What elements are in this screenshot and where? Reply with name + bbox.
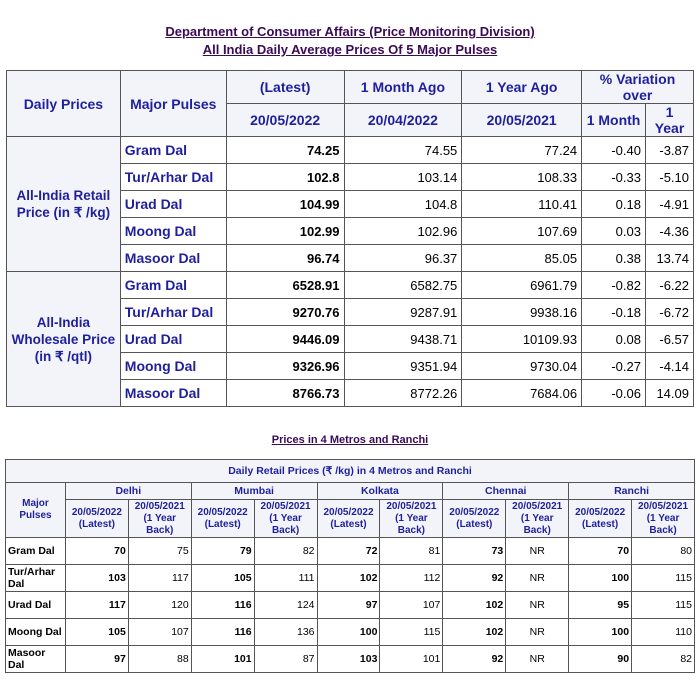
- variation-month: 0.38: [582, 245, 646, 272]
- month-ago-price: 6582.75: [344, 272, 462, 299]
- sub-header-year-back: 20/05/2021 (1 Year Back): [380, 500, 443, 538]
- price-year-back: NR: [506, 592, 569, 619]
- pulse-name: Masoor Dal: [120, 245, 226, 272]
- variation-year: -6.57: [645, 326, 693, 353]
- table-row: [6, 565, 695, 592]
- price-latest: 92: [443, 646, 506, 673]
- price-latest: 100: [317, 619, 380, 646]
- year-ago-price: 108.33: [462, 164, 582, 191]
- latest-price: 96.74: [226, 245, 344, 272]
- all-india-prices-table: [6, 70, 694, 407]
- sub-header-latest: 20/05/2022 (Latest): [65, 500, 128, 538]
- metro-table-title: Daily Retail Prices (₹ /kg) in 4 Metros and Ranchi: [6, 460, 695, 483]
- pulse-name: Masoor Dal: [6, 646, 66, 673]
- pulse-name: Urad Dal: [6, 592, 66, 619]
- price-year-back: 110: [632, 619, 695, 646]
- sub-header-latest: 20/05/2022 (Latest): [569, 500, 632, 538]
- pulse-name: Tur/Arhar Dal: [6, 565, 66, 592]
- col-header-month-ago: 1 Month Ago: [344, 71, 462, 104]
- variation-month: -0.40: [582, 137, 646, 164]
- year-ago-price: 85.05: [462, 245, 582, 272]
- pulse-name: Urad Dal: [120, 191, 226, 218]
- price-year-back: 112: [380, 565, 443, 592]
- sub-header-latest: 20/05/2022 (Latest): [443, 500, 506, 538]
- price-year-back: 111: [254, 565, 317, 592]
- table-row: [7, 272, 694, 299]
- price-year-back: 101: [380, 646, 443, 673]
- pulse-name: Gram Dal: [120, 272, 226, 299]
- col-header-var-month: 1 Month: [582, 104, 646, 137]
- variation-year: -5.10: [645, 164, 693, 191]
- price-latest: 117: [65, 592, 128, 619]
- price-year-back: 80: [632, 538, 695, 565]
- pulse-name: Moong Dal: [120, 218, 226, 245]
- price-latest: 105: [191, 565, 254, 592]
- price-year-back: 136: [254, 619, 317, 646]
- city-header: Ranchi: [569, 483, 695, 500]
- price-latest: 105: [65, 619, 128, 646]
- sub-header-latest: 20/05/2022 (Latest): [191, 500, 254, 538]
- price-year-back: 88: [128, 646, 191, 673]
- pulse-name: Urad Dal: [120, 326, 226, 353]
- variation-month: 0.03: [582, 218, 646, 245]
- year-ago-price: 107.69: [462, 218, 582, 245]
- price-latest: 70: [65, 538, 128, 565]
- pulse-name: Moong Dal: [6, 619, 66, 646]
- price-latest: 101: [191, 646, 254, 673]
- price-year-back: 115: [632, 565, 695, 592]
- metro-section-title: Prices in 4 Metros and Ranchi: [271, 434, 429, 446]
- table-row: [6, 538, 695, 565]
- price-latest: 100: [569, 619, 632, 646]
- pulse-name: Tur/Arhar Dal: [120, 164, 226, 191]
- month-ago-price: 74.55: [344, 137, 462, 164]
- latest-price: 74.25: [226, 137, 344, 164]
- price-year-back: 124: [254, 592, 317, 619]
- city-header: Mumbai: [191, 483, 317, 500]
- variation-year: -4.14: [645, 353, 693, 380]
- col-header-var-year: 1 Year: [645, 104, 693, 137]
- price-latest: 103: [317, 646, 380, 673]
- sub-header-latest: 20/05/2022 (Latest): [317, 500, 380, 538]
- price-latest: 92: [443, 565, 506, 592]
- price-latest: 70: [569, 538, 632, 565]
- price-year-back: 75: [128, 538, 191, 565]
- price-year-back: 82: [254, 538, 317, 565]
- pulse-name: Masoor Dal: [120, 380, 226, 407]
- metro-col-header-major-pulses: Major Pulses: [6, 483, 66, 538]
- sub-header-year-back: 20/05/2021 (1 Year Back): [632, 500, 695, 538]
- price-year-back: 81: [380, 538, 443, 565]
- year-ago-price: 10109.93: [462, 326, 582, 353]
- month-ago-price: 9351.94: [344, 353, 462, 380]
- price-year-back: NR: [506, 646, 569, 673]
- col-header-latest-date: 20/05/2022: [226, 104, 344, 137]
- table-row: [6, 646, 695, 673]
- variation-year: -4.91: [645, 191, 693, 218]
- variation-year: 13.74: [645, 245, 693, 272]
- price-latest: 72: [317, 538, 380, 565]
- month-ago-price: 102.96: [344, 218, 462, 245]
- all-india-prices-body: [7, 137, 694, 407]
- sub-header-year-back: 20/05/2021 (1 Year Back): [506, 500, 569, 538]
- pulse-name: Tur/Arhar Dal: [120, 299, 226, 326]
- col-header-latest: (Latest): [226, 71, 344, 104]
- year-ago-price: 9730.04: [462, 353, 582, 380]
- price-year-back: NR: [506, 619, 569, 646]
- table-row: [7, 137, 694, 164]
- price-year-back: 87: [254, 646, 317, 673]
- pulse-name: Gram Dal: [120, 137, 226, 164]
- year-ago-price: 77.24: [462, 137, 582, 164]
- variation-year: -4.36: [645, 218, 693, 245]
- col-header-month-ago-date: 20/04/2022: [344, 104, 462, 137]
- pulse-name: Moong Dal: [120, 353, 226, 380]
- price-year-back: 115: [632, 592, 695, 619]
- city-header: Delhi: [65, 483, 191, 500]
- variation-year: 14.09: [645, 380, 693, 407]
- price-year-back: 115: [380, 619, 443, 646]
- variation-year: -6.22: [645, 272, 693, 299]
- col-header-daily-prices: Daily Prices: [7, 71, 121, 137]
- variation-month: -0.33: [582, 164, 646, 191]
- month-ago-price: 9438.71: [344, 326, 462, 353]
- price-year-back: 82: [632, 646, 695, 673]
- col-header-major-pulses: Major Pulses: [120, 71, 226, 137]
- variation-month: -0.18: [582, 299, 646, 326]
- month-ago-price: 96.37: [344, 245, 462, 272]
- month-ago-price: 8772.26: [344, 380, 462, 407]
- variation-month: 0.08: [582, 326, 646, 353]
- metro-prices-table: [5, 459, 695, 673]
- variation-month: 0.18: [582, 191, 646, 218]
- sub-header-year-back: 20/05/2021 (1 Year Back): [128, 500, 191, 538]
- latest-price: 104.99: [226, 191, 344, 218]
- variation-year: -6.72: [645, 299, 693, 326]
- price-latest: 100: [569, 565, 632, 592]
- month-ago-price: 9287.91: [344, 299, 462, 326]
- city-header: Kolkata: [317, 483, 443, 500]
- latest-price: 102.99: [226, 218, 344, 245]
- latest-price: 9270.76: [226, 299, 344, 326]
- table-row: [6, 619, 695, 646]
- variation-month: -0.27: [582, 353, 646, 380]
- price-year-back: 107: [380, 592, 443, 619]
- year-ago-price: 6961.79: [462, 272, 582, 299]
- latest-price: 102.8: [226, 164, 344, 191]
- price-latest: 102: [443, 619, 506, 646]
- sub-header-year-back: 20/05/2021 (1 Year Back): [254, 500, 317, 538]
- price-latest: 90: [569, 646, 632, 673]
- latest-price: 9446.09: [226, 326, 344, 353]
- price-latest: 116: [191, 592, 254, 619]
- price-year-back: 107: [128, 619, 191, 646]
- price-year-back: NR: [506, 538, 569, 565]
- col-header-year-ago: 1 Year Ago: [462, 71, 582, 104]
- variation-month: -0.06: [582, 380, 646, 407]
- year-ago-price: 7684.06: [462, 380, 582, 407]
- month-ago-price: 104.8: [344, 191, 462, 218]
- price-latest: 97: [317, 592, 380, 619]
- pulse-name: Gram Dal: [6, 538, 66, 565]
- latest-price: 9326.96: [226, 353, 344, 380]
- col-header-variation: % Variation over: [582, 71, 694, 104]
- row-group-label: All-India Retail Price (in ₹ /kg): [7, 137, 121, 272]
- col-header-year-ago-date: 20/05/2021: [462, 104, 582, 137]
- variation-year: -3.87: [645, 137, 693, 164]
- year-ago-price: 110.41: [462, 191, 582, 218]
- price-latest: 97: [65, 646, 128, 673]
- price-latest: 102: [443, 592, 506, 619]
- price-year-back: 120: [128, 592, 191, 619]
- price-latest: 73: [443, 538, 506, 565]
- month-ago-price: 103.14: [344, 164, 462, 191]
- city-header: Chennai: [443, 483, 569, 500]
- price-year-back: 117: [128, 565, 191, 592]
- metro-prices-body: [6, 538, 695, 673]
- page-title: Department of Consumer Affairs (Price Monitoring Division): [165, 24, 535, 39]
- page-subtitle: All India Daily Average Prices Of 5 Major Pulses: [202, 42, 498, 57]
- price-latest: 102: [317, 565, 380, 592]
- variation-month: -0.82: [582, 272, 646, 299]
- latest-price: 6528.91: [226, 272, 344, 299]
- table-row: [6, 592, 695, 619]
- price-latest: 79: [191, 538, 254, 565]
- price-latest: 103: [65, 565, 128, 592]
- price-latest: 116: [191, 619, 254, 646]
- latest-price: 8766.73: [226, 380, 344, 407]
- price-year-back: NR: [506, 565, 569, 592]
- row-group-label: All-India Wholesale Price (in ₹ /qtl): [7, 272, 121, 407]
- year-ago-price: 9938.16: [462, 299, 582, 326]
- price-latest: 95: [569, 592, 632, 619]
